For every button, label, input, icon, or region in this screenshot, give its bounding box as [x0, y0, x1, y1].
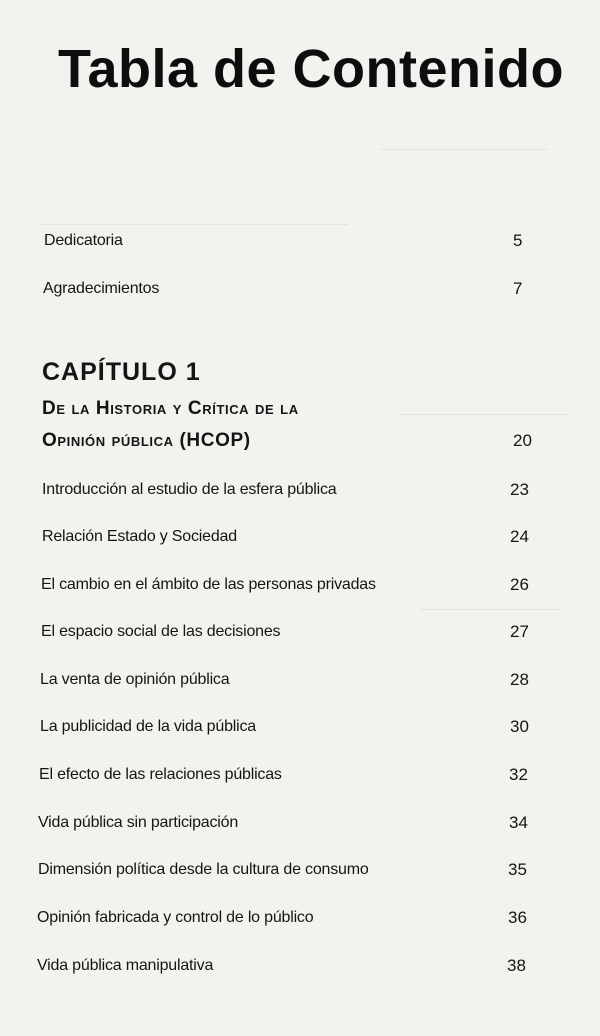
toc-entry-agradecimientos[interactable]: [0, 274, 600, 304]
toc-entry-label: Vida pública sin participación: [38, 814, 239, 831]
toc-entry[interactable]: [0, 951, 600, 981]
toc-entry[interactable]: [0, 665, 600, 695]
chapter-subtitle-line1: De la Historia y Crítica de la: [42, 398, 299, 419]
toc-entry-page: 23: [510, 480, 529, 499]
page-title: Tabla de Contenido: [58, 39, 564, 99]
toc-entry[interactable]: [0, 760, 600, 790]
toc-entry-label: La venta de opinión pública: [40, 671, 230, 688]
toc-entry-label: El cambio en el ámbito de las personas privadas: [41, 576, 376, 593]
bleed-through: ————————————: [380, 140, 548, 156]
toc-entry-label: El efecto de las relaciones públicas: [39, 766, 282, 783]
toc-entry-page: 24: [510, 527, 529, 546]
bleed-through: ——————————: [420, 600, 560, 616]
toc-entry[interactable]: [0, 808, 600, 838]
toc-entry-label: Opinión fabricada y control de lo público: [37, 909, 314, 926]
chapter-heading: CAPÍTULO 1: [42, 358, 201, 386]
toc-entry-page: 7: [513, 279, 523, 298]
toc-entry-page: 32: [509, 765, 528, 784]
toc-entry-label: Dedicatoria: [44, 232, 123, 249]
toc-entry[interactable]: [0, 617, 600, 647]
toc-entry-page: 35: [508, 860, 527, 879]
bleed-through: ————————————: [400, 405, 568, 421]
toc-entry-label: Vida pública manipulativa: [37, 957, 214, 974]
toc-entry[interactable]: [0, 903, 600, 933]
toc-entry-label: Introducción al estudio de la esfera pública: [42, 481, 337, 498]
toc-entry-dedicatoria[interactable]: [0, 226, 600, 256]
toc-entry-page: 38: [507, 956, 526, 975]
chapter-subtitle-line2: Opinión pública (HCOP): [42, 430, 251, 451]
toc-entry-page: 28: [510, 670, 529, 689]
toc-entry-page: 34: [509, 813, 528, 832]
toc-entry[interactable]: [0, 570, 600, 600]
chapter-subtitle-page: 20: [513, 431, 532, 450]
bleed-through: ——————————————————————: [40, 215, 348, 231]
toc-entry-label: Relación Estado y Sociedad: [42, 528, 237, 545]
toc-entry-page: 5: [513, 231, 523, 250]
toc-entry[interactable]: [0, 855, 600, 885]
toc-entry-page: 26: [510, 575, 529, 594]
toc-entry[interactable]: [0, 712, 600, 742]
toc-entry[interactable]: [0, 475, 600, 505]
toc-entry-page: 27: [510, 622, 529, 641]
toc-entry[interactable]: [0, 522, 600, 552]
toc-entry-label: El espacio social de las decisiones: [41, 623, 281, 640]
toc-entry-page: 30: [510, 717, 529, 736]
toc-entry-label: La publicidad de la vida pública: [40, 718, 256, 735]
toc-entry-page: 36: [508, 908, 527, 927]
toc-entry-label: Agradecimientos: [43, 280, 160, 297]
toc-entry-label: Dimensión política desde la cultura de consumo: [38, 861, 369, 878]
